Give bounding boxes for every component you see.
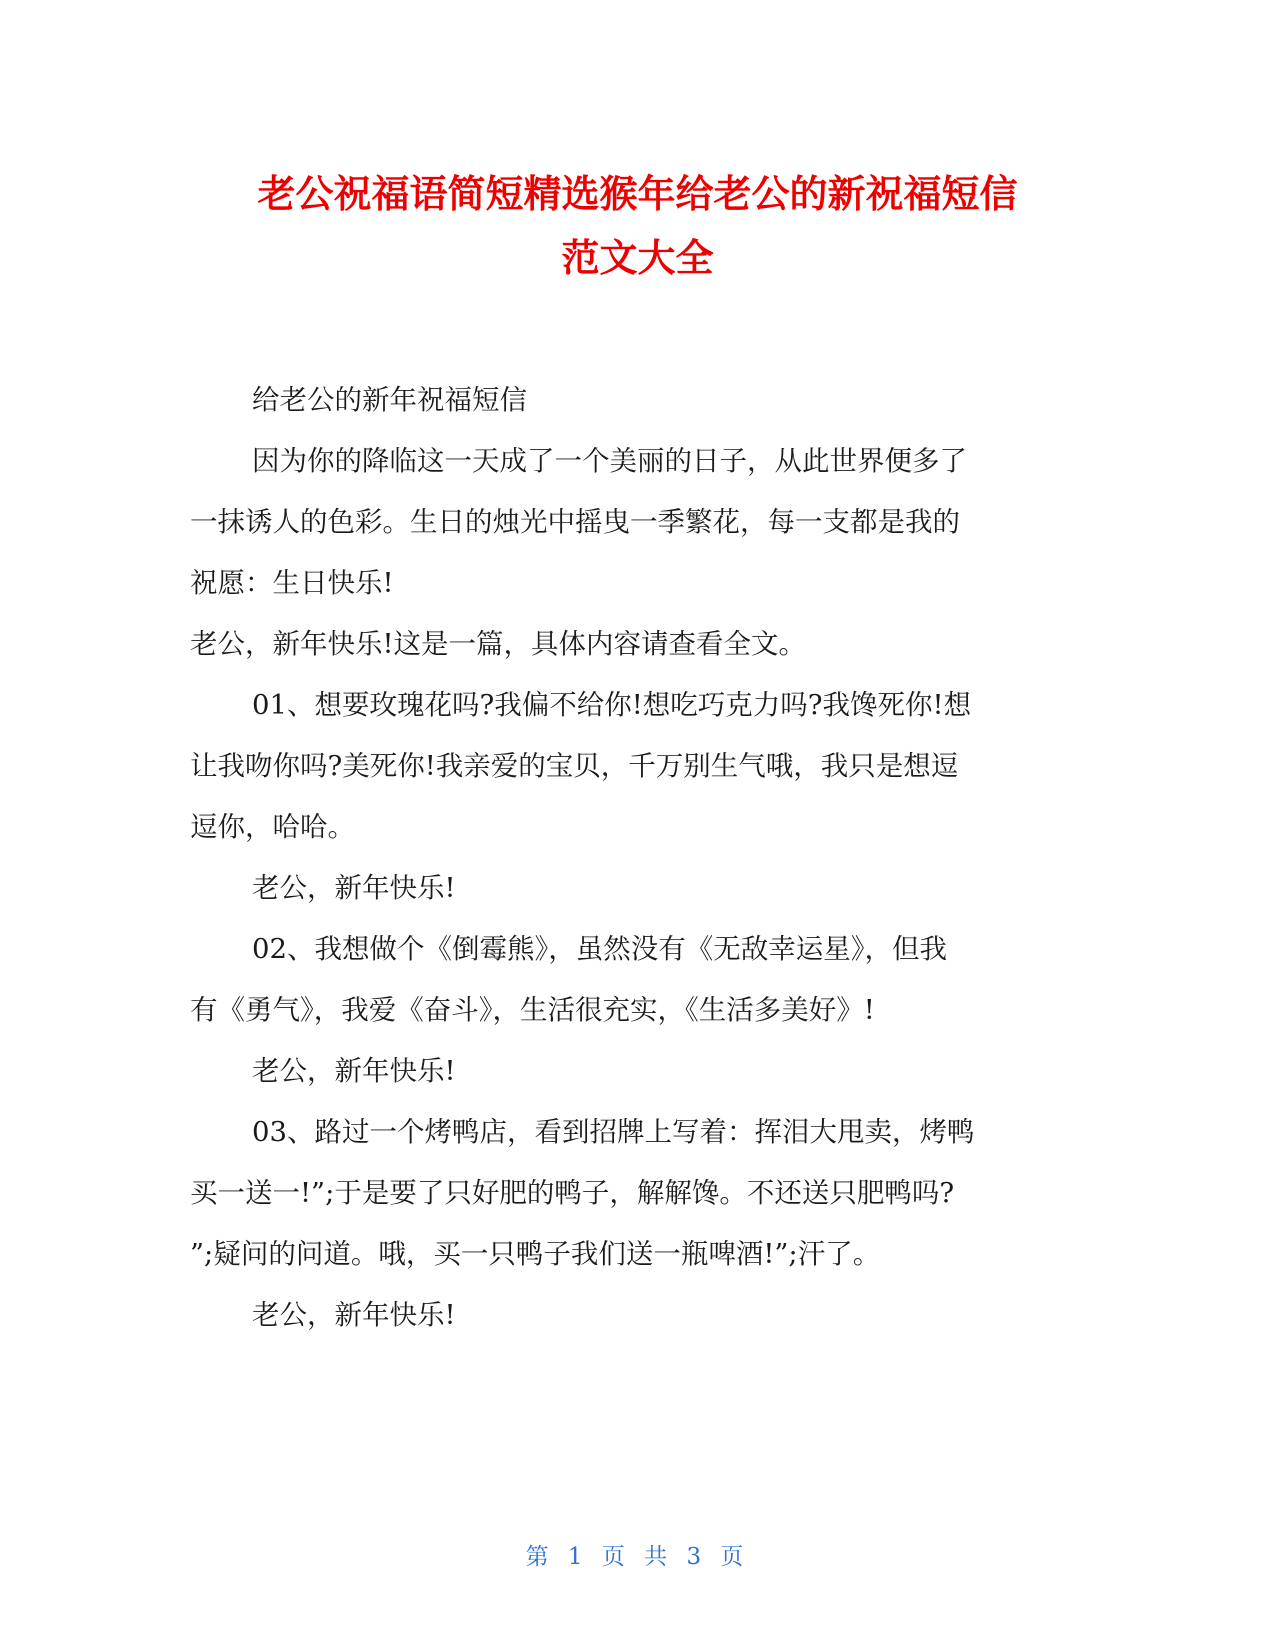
page-number-footer: 第 1 页 共 3 页 bbox=[525, 1544, 750, 1570]
body-line: 老公，新年快乐!这是一篇，具体内容请查看全文。 bbox=[190, 628, 807, 660]
document-title bbox=[150, 162, 1125, 290]
body-line: 让我吻你吗?美死你!我亲爱的宝贝，千万别生气哦，我只是想逗 bbox=[190, 750, 959, 782]
body-line: 祝愿：生日快乐! bbox=[190, 567, 394, 599]
body-line: 老公，新年快乐! bbox=[252, 1299, 456, 1331]
title-line-1: 老公祝福语简短精选猴年给老公的新祝福短信 bbox=[257, 172, 1018, 216]
document-body bbox=[190, 370, 1090, 1346]
body-line: 给老公的新年祝福短信 bbox=[252, 384, 527, 416]
body-line: 老公，新年快乐! bbox=[252, 872, 456, 904]
body-line: 有《勇气》，我爱《奋斗》，生活很充实，《生活多美好》! bbox=[190, 994, 875, 1026]
body-line: 因为你的降临这一天成了一个美丽的日子，从此世界便多了 bbox=[252, 445, 967, 477]
body-line: 逗你，哈哈。 bbox=[190, 811, 355, 843]
body-line: ”;疑问的问道。哦，买一只鸭子我们送一瓶啤酒!”;汗了。 bbox=[190, 1238, 881, 1270]
body-line: 03、路过一个烤鸭店，看到招牌上写着：挥泪大甩卖，烤鸭 bbox=[252, 1116, 975, 1148]
body-line: 买一送一!”;于是要了只好肥的鸭子，解解馋。不还送只肥鸭吗? bbox=[190, 1177, 955, 1209]
body-line: 一抹诱人的色彩。生日的烛光中摇曳一季繁花，每一支都是我的 bbox=[190, 506, 960, 538]
body-line: 老公，新年快乐! bbox=[252, 1055, 456, 1087]
title-line-2: 范文大全 bbox=[561, 236, 714, 280]
body-line: 02、我想做个《倒霉熊》，虽然没有《无敌幸运星》，但我 bbox=[252, 933, 947, 965]
body-line: 01、想要玫瑰花吗?我偏不给你!想吃巧克力吗?我馋死你!想 bbox=[252, 689, 972, 721]
